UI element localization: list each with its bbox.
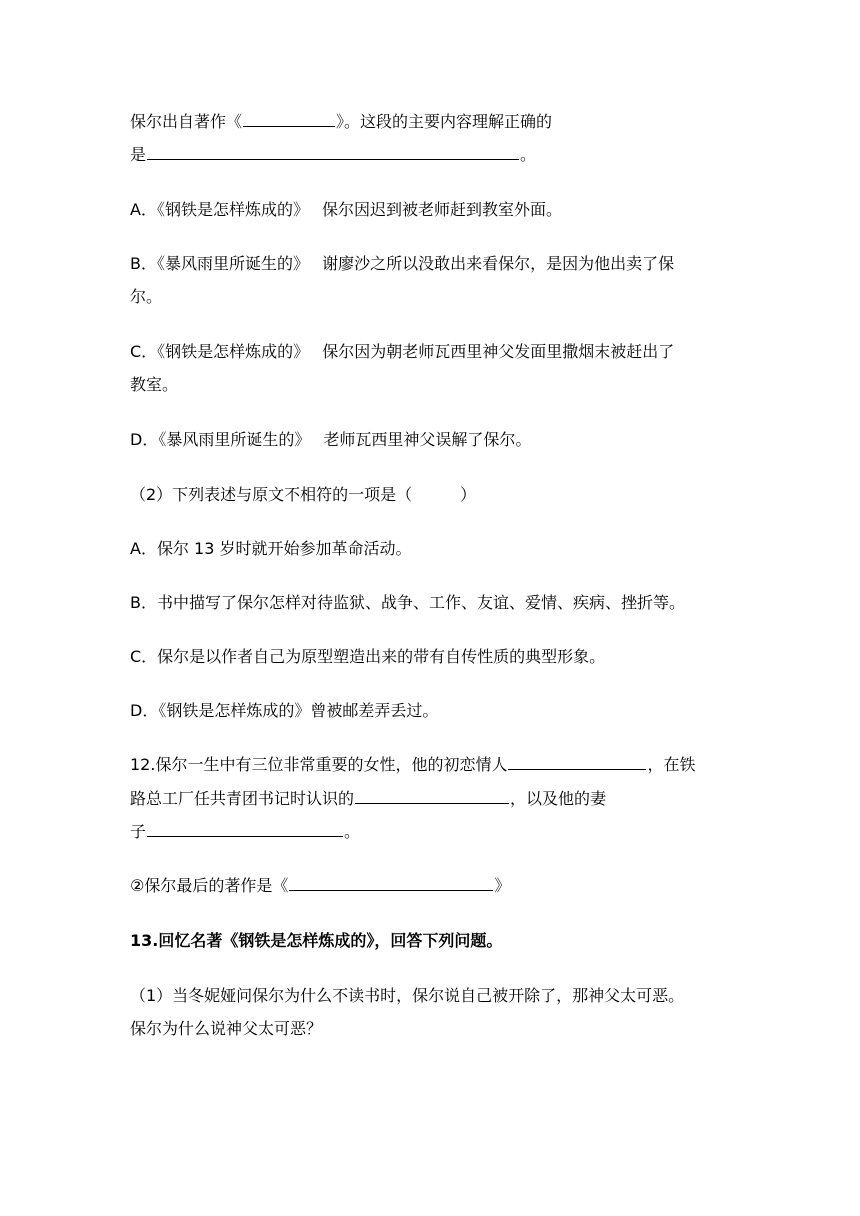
question-text: 。 <box>344 822 361 841</box>
option-b: B．书中描写了保尔怎样对待监狱、战争、工作、友谊、爱情、疾病、挫折等。 <box>130 593 685 612</box>
option-c: C．保尔是以作者自己为原型塑造出来的带有自传性质的典型形象。 <box>130 647 606 666</box>
question-line <box>130 751 740 779</box>
question-text: ，在铁 <box>647 755 696 774</box>
answer-blank[interactable] <box>355 785 509 804</box>
question-line <box>130 872 740 900</box>
question-text: 》。这段的主要内容理解正确的 <box>336 112 553 131</box>
option-a: A．《钢铁是怎样炼成的》 保尔因迟到被老师赶到教室外面。 <box>130 200 563 219</box>
question-line <box>130 785 740 813</box>
question-text: 》 <box>494 876 511 895</box>
answer-blank[interactable] <box>147 141 519 160</box>
option-c: C．《钢铁是怎样炼成的》 保尔因为朝老师瓦西里神父发面里撒烟末被赶出了 <box>130 342 675 361</box>
option-d: D．《钢铁是怎样炼成的》曾被邮差弄丢过。 <box>130 701 439 720</box>
question-line <box>130 141 740 169</box>
question-text: 子 <box>130 822 147 841</box>
question-paragraph: （1）当冬妮娅问保尔为什么不读书时，保尔说自己被开除了，那神父太可恶。 <box>130 986 685 1005</box>
answer-blank[interactable] <box>289 872 493 891</box>
question-text: 是 <box>130 145 147 164</box>
option-c-continued: 教室。 <box>130 375 179 394</box>
question-text: 路总工厂任共青团书记时认识的 <box>130 789 355 808</box>
option-d: D．《暴风雨里所诞生的》 老师瓦西里神父误解了保尔。 <box>130 430 532 449</box>
question-text: 保尔出自著作《 <box>130 112 243 131</box>
question-line <box>130 818 740 846</box>
option-a: A．保尔 13 岁时就开始参加革命活动。 <box>130 539 412 558</box>
question-stem: （2）下列表述与原文不相符的一项是（ ） <box>130 485 477 504</box>
answer-blank[interactable] <box>147 818 343 837</box>
option-b-continued: 尔。 <box>130 287 163 306</box>
answer-blank[interactable] <box>243 108 335 127</box>
question-title: 13.回忆名著《钢铁是怎样炼成的》，回答下列问题。 <box>130 931 503 950</box>
question-paragraph-continued: 保尔为什么说神父太可恶？ <box>130 1019 323 1038</box>
question-text: ②保尔最后的著作是《 <box>130 876 289 895</box>
answer-blank[interactable] <box>508 751 646 770</box>
question-text: ，以及他的妻 <box>510 789 607 808</box>
question-text: 12.保尔一生中有三位非常重要的女性，他的初恋情人 <box>130 755 508 774</box>
option-b: B．《暴风雨里所诞生的》 谢廖沙之所以没敢出来看保尔，是因为他出卖了保 <box>130 254 675 273</box>
question-text: 。 <box>520 145 537 164</box>
question-line <box>130 108 740 136</box>
